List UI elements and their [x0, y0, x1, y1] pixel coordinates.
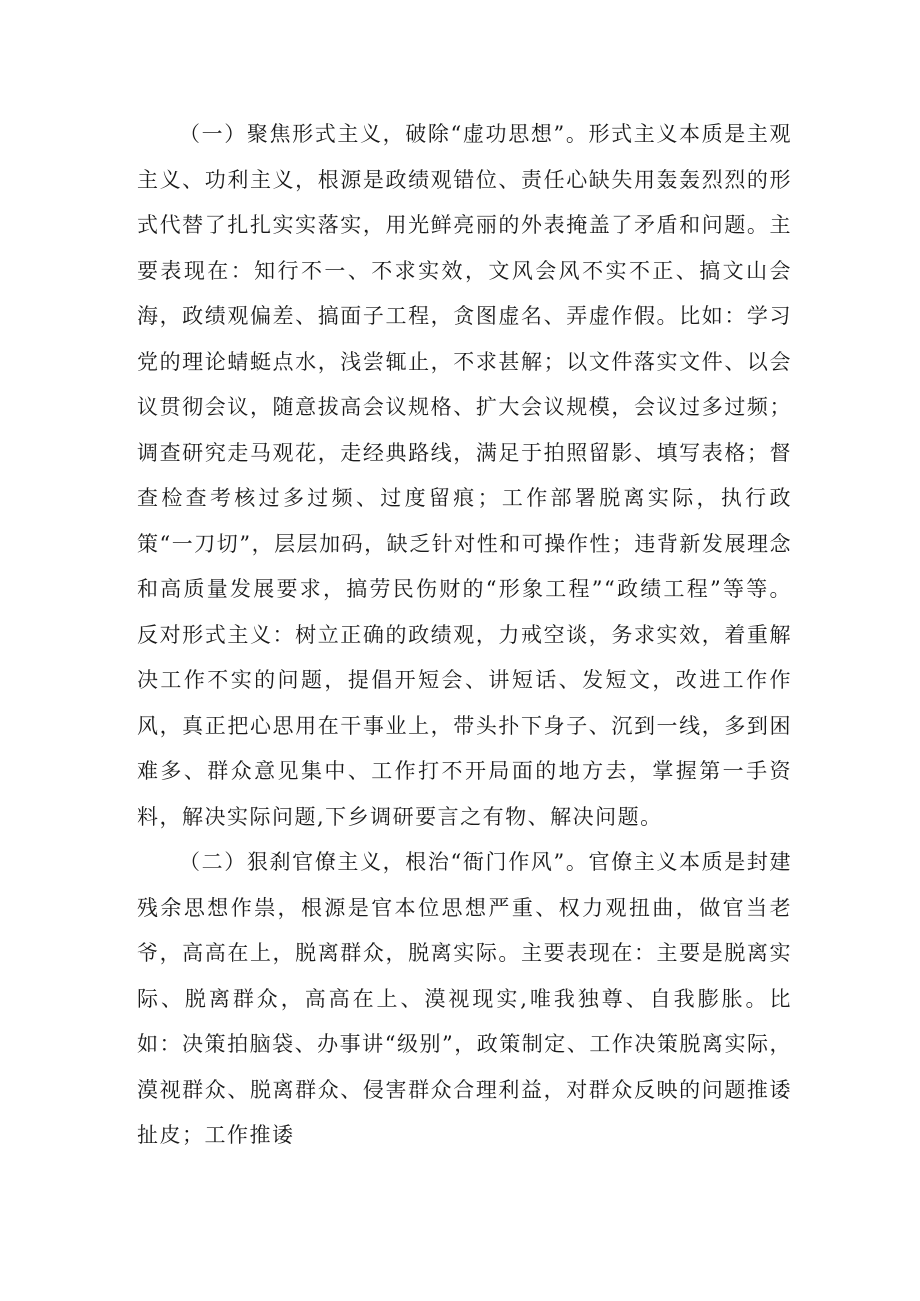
document-page	[137, 112, 792, 1159]
paragraph-bureaucratism: （二）狠刹官僚主义，根治“衙门作风”。官僚主义本质是封建残余思想作祟，根源是官本位思想严重、权力观扭曲，做官当老爷，高高在上，脱离群众，脱离实际。主要表现在：主要是脱离实际、脱离群众，高高在上、漠视现实,唯我独尊、自我膨胀。比如：决策拍脑袋、办事讲“级别”，政策制定、工作决策脱离实际，漠视群众、脱离群众、侵害群众合理利益，对群众反映的问题推诿扯皮；工作推诿	[137, 850, 792, 1147]
paragraph-formalism: （一）聚焦形式主义，破除“虚功思想”。形式主义本质是主观主义、功利主义，根源是政绩观错位、责任心缺失用轰轰烈烈的形式代替了扎扎实实落实，用光鲜亮丽的外表掩盖了矛盾和问题。主要表现在：知行不一、不求实效，文风会风不实不正、搞文山会海，政绩观偏差、搞面子工程，贪图虚名、弄虚作假。比如：学习党的理论蜻蜓点水，浅尝辄止，不求甚解；以文件落实文件、以会议贯彻会议，随意拔高会议规格、扩大会议规模，会议过多过频；调查研究走马观花，走经典路线，满足于拍照留影、填写表格；督查检查考核过多过频、过度留痕；工作部署脱离实际，执行政策“一刀切”，层层加码，缺乏针对性和可操作性；违背新发展理念和高质量发展要求，搞劳民伤财的“形象工程”“政绩工程”等等。反对形式主义：树立正确的政绩观，力戒空谈，务求实效，着重解决工作不实的问题，提倡开短会、讲短话、发短文，改进工作作风，真正把心思用在干事业上，带头扑下身子、沉到一线，多到困难多、群众意见集中、工作打不开局面的地方去，掌握第一手资料，解决实际问题,下乡调研要言之有物、解决问题。	[137, 122, 792, 829]
